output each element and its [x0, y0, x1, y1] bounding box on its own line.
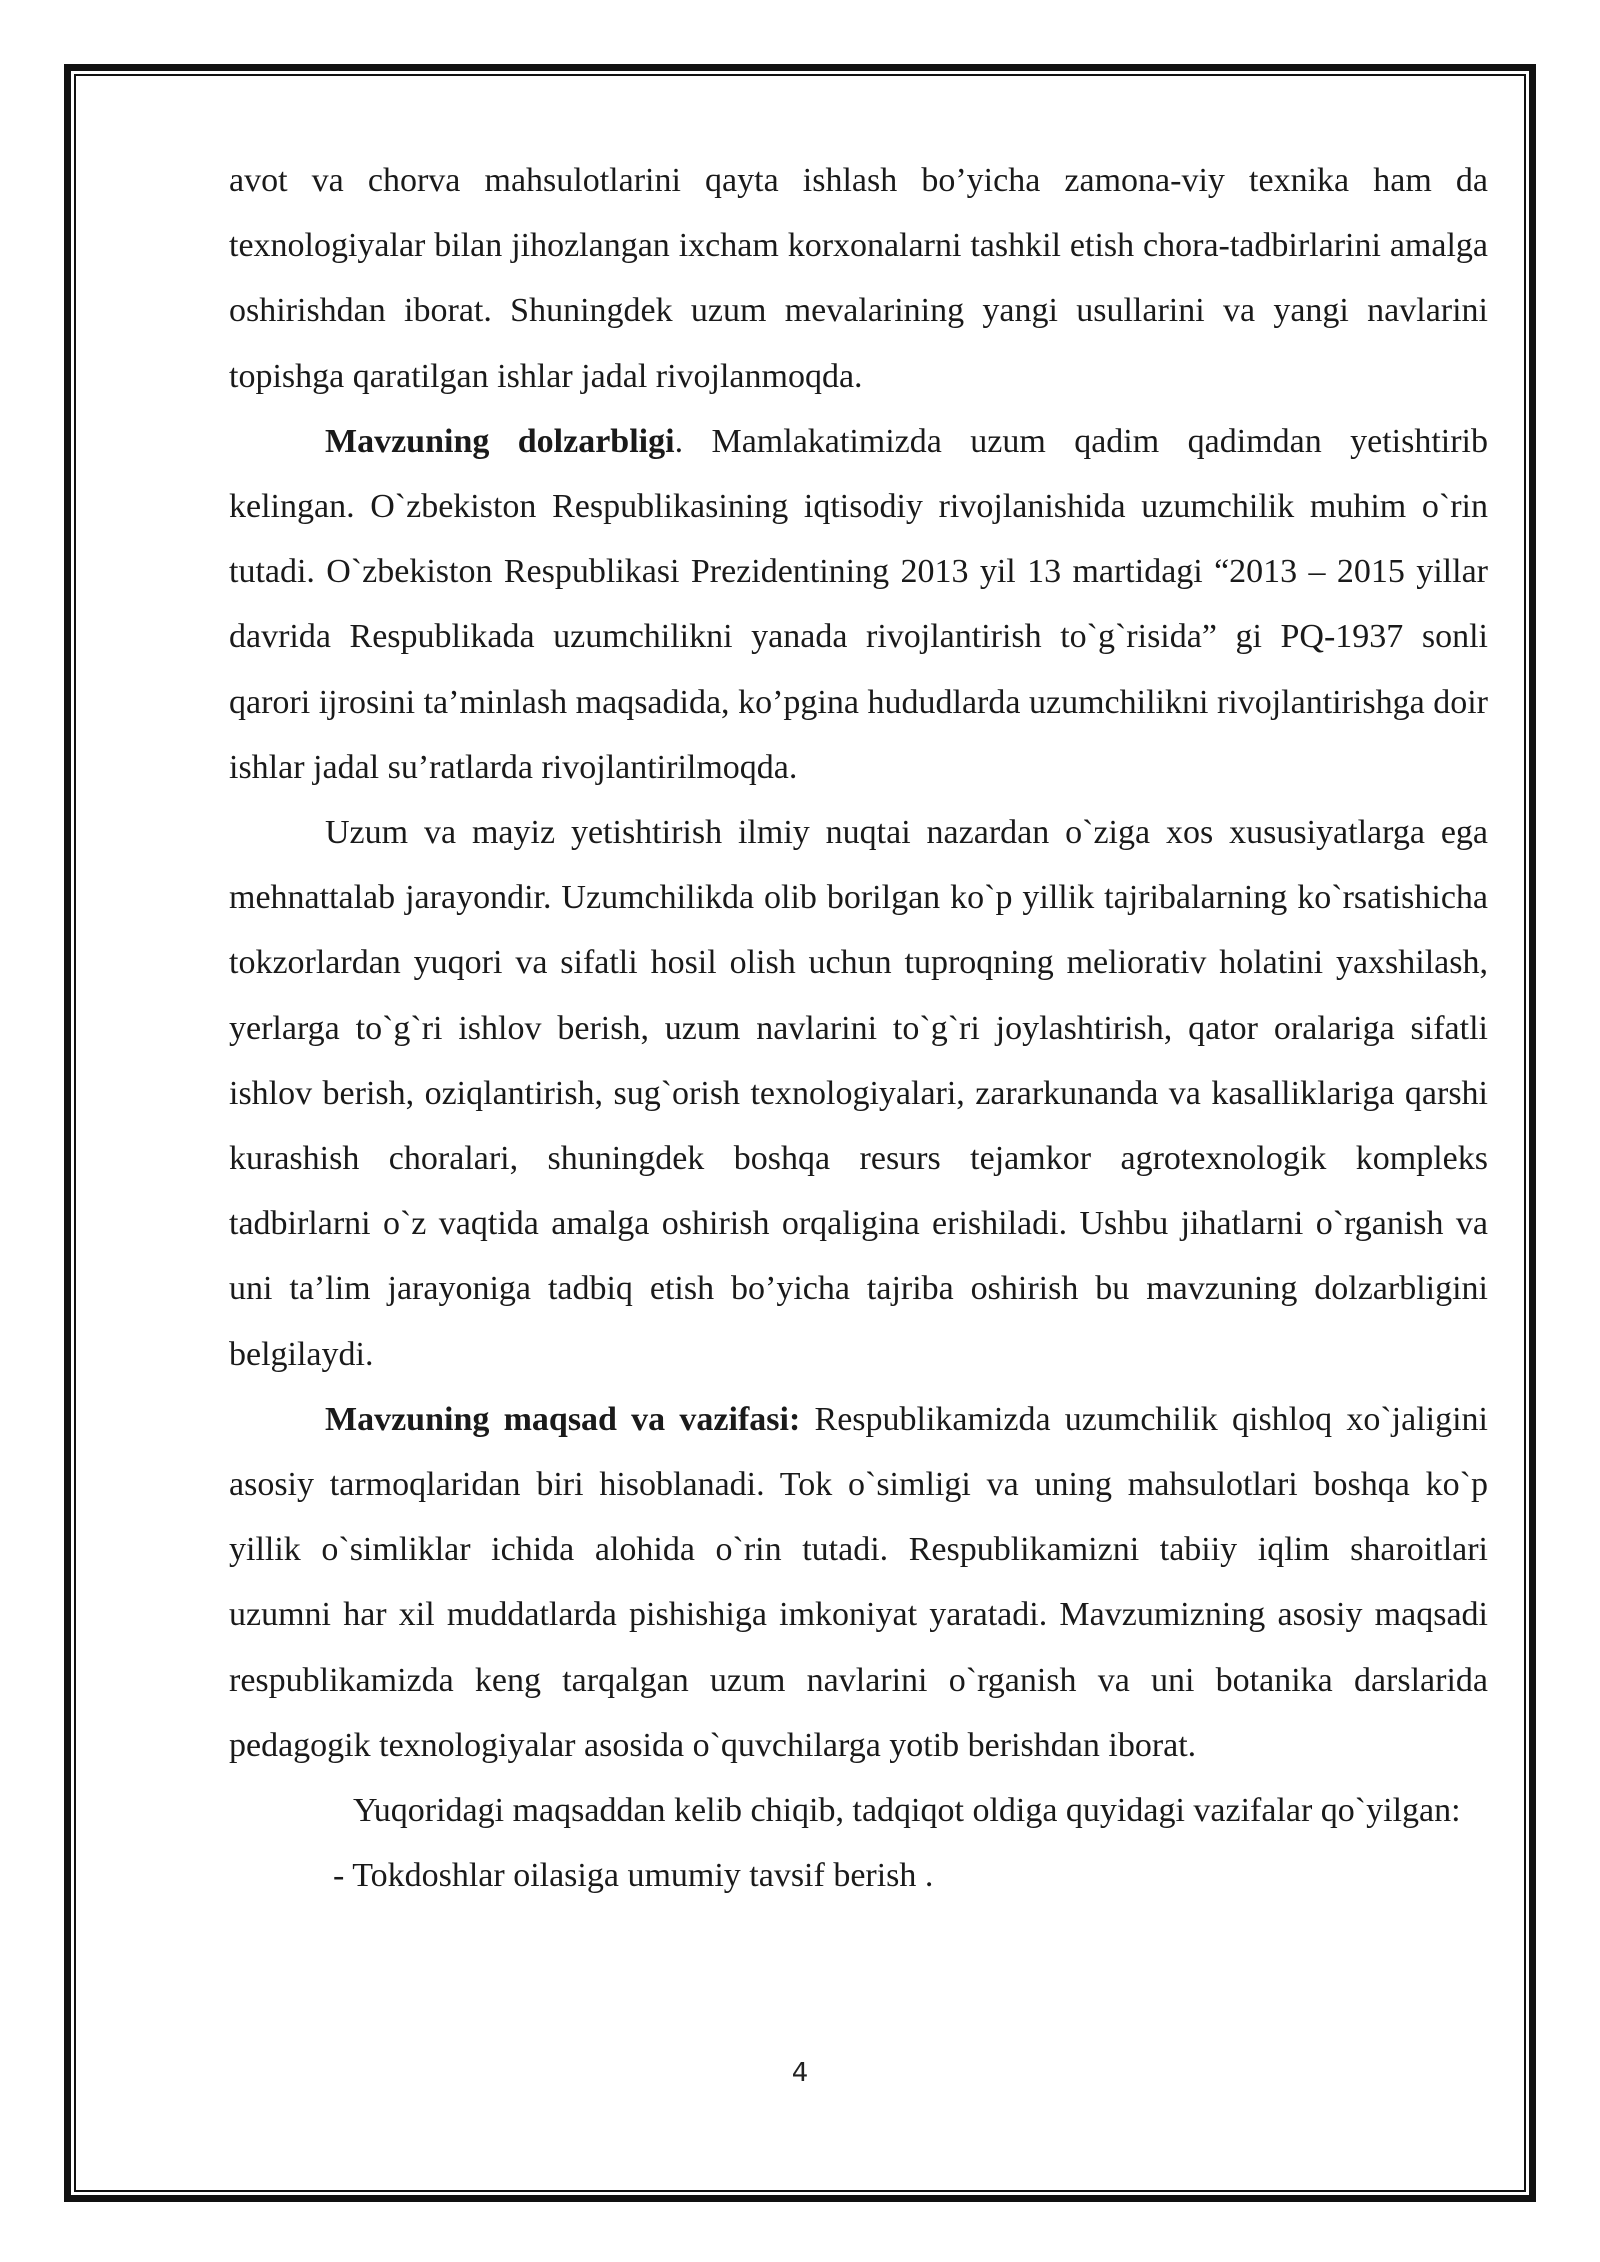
- paragraph-goals-text: Respublikamizda uzumchilik qishloq xo`jaligini asosiy tarmoqlaridan biri hisoblanadi. Tok o`simligi va uning mahsulotlari boshqa ko`p yillik o`simliklar ichida alohida o`rin tutadi. Respublikamizni tabiiy iqlim sharoitlari uzumni har xil muddatlarda pishishiga imkoniyat yaratadi. Mavzumizning asosiy maqsadi respublikamizda keng tarqalgan uzum navlarini o`rganish va uni botanika darslarida pedagogik texnologiyalar asosida o`quvchilarga yotib berishdan iborat.: [229, 1400, 1488, 1764]
- paragraph-tasks-intro: Yuqoridagi maqsaddan kelib chiqib, tadqiqot oldiga quyidagi vazifalar qo`yilgan:: [353, 1792, 1461, 1830]
- paragraph-cultivation: Uzum va mayiz yetishtirish ilmiy nuqtai nazardan o`ziga xos xususiyatlarga ega mehnattalab jarayondir. Uzumchilikda olib borilgan ko`p yillik tajribalarning ko`rsatishicha tokzorlardan yuqori va sifatli hosil olish uchun tuproqning meliorativ holatini yaxshilash, yerlarga to`g`ri ishlov berish, uzum navlarini to`g`ri joylashtirish, qator oralariga sifatli ishlov berish, oziqlantirish, sug`orish texnologiyalari, zararkunanda va kasalliklariga qarshi kurashish choralari, shuningdek boshqa resurs tejamkor agrotexnologik kompleks tadbirlarni o`z vaqtida amalga oshirish orqaligina erishiladi. Ushbu jihatlarni o`rganish va uni ta’lim jarayoniga tadbiq etish bo’yicha tajriba oshirish bu mavzuning dolzarbligini belgilaydi.: [229, 814, 1488, 1373]
- page-number: 4: [791, 2058, 809, 2088]
- paragraph-intro-continuation: avot va chorva mahsulotlarini qayta ishlash bo’yicha zamona-viy texnika ham da texnologiyalar bilan jihozlangan ixcham korxonalarni tashkil etish chora-tadbirlarini amalga oshirishdan iborat. Shuningdek uzum mevalarining yangi usullarini va yangi navlarini topishga qaratilgan ishlar jadal rivojlanmoqda.: [229, 162, 1488, 395]
- paragraph-relevance: [229, 409, 1488, 800]
- document-body: [229, 148, 1488, 1908]
- list-item-task-1: - Tokdoshlar oilasiga umumiy tavsif berish .: [333, 1857, 934, 1895]
- heading-goals: Mavzuning maqsad va vazifasi:: [325, 1400, 801, 1438]
- heading-relevance: Mavzuning dolzarbligi: [325, 422, 675, 460]
- paragraph-relevance-text: . Mamlakatimizda uzum qadim qadimdan yetishtirib kelingan. O`zbekiston Respublikasining iqtisodiy rivojlanishida uzumchilik muhim o`rin tutadi. O`zbekiston Respublikasi Prezidentining 2013 yil 13 martidagi “2013 – 2015 yillar davrida Respublikada uzumchilikni yanada rivojlantirish to`g`risida” gi PQ-1937 sonli qarori ijrosini ta’minlash maqsadida, ko’pgina hududlarda uzumchilikni rivojlantirishga doir ishlar jadal su’ratlarda rivojlantirilmoqda.: [229, 422, 1488, 786]
- paragraph-goals: [229, 1387, 1488, 1778]
